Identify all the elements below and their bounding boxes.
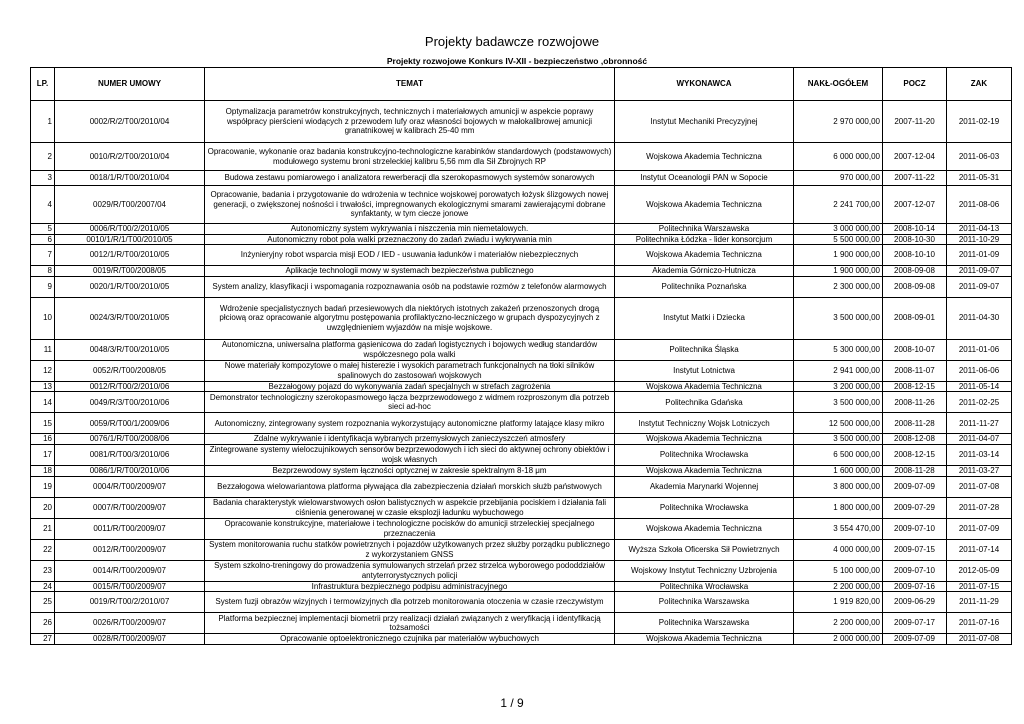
cell-pocz: 2008-11-07: [883, 360, 947, 381]
cell-pocz: 2007-12-04: [883, 143, 947, 171]
cell-zak: 2011-07-08: [947, 634, 1012, 645]
cell-lp: 2: [31, 143, 55, 171]
projects-table: [30, 67, 1012, 645]
cell-zak: 2011-07-16: [947, 613, 1012, 634]
cell-zak: 2011-07-28: [947, 497, 1012, 518]
cell-pocz: 2008-11-26: [883, 392, 947, 413]
cell-zak: 2011-08-06: [947, 186, 1012, 224]
cell-pocz: 2009-07-10: [883, 518, 947, 539]
cell-temat: Aplikacje technologii mowy w systemach bezpieczeństwa publicznego: [205, 266, 615, 277]
cell-numer-umowy: 0049/R/3/T00/2010/06: [55, 392, 205, 413]
cell-wykonawca: Instytut Matki i Dziecka: [615, 297, 794, 339]
cell-numer-umowy: 0059/R/T00/1/2009/06: [55, 413, 205, 434]
cell-numer-umowy: 0012/R/T00/2/2010/06: [55, 381, 205, 392]
cell-lp: 1: [31, 101, 55, 143]
cell-zak: 2011-07-09: [947, 518, 1012, 539]
table-row: [31, 581, 1012, 592]
cell-lp: 3: [31, 171, 55, 186]
cell-naklady: 3 200 000,00: [794, 381, 883, 392]
cell-wykonawca: Wojskowa Akademia Techniczna: [615, 634, 794, 645]
cell-naklady: 3 500 000,00: [794, 434, 883, 445]
cell-numer-umowy: 0011/R/T00/2009/07: [55, 518, 205, 539]
cell-temat: Platforma bezpiecznej implementacji biometrii przy realizacji działań związanych z weryfikacją i identyfikacją tożsamości: [205, 613, 615, 634]
cell-naklady: 12 500 000,00: [794, 413, 883, 434]
cell-numer-umowy: 0018/1/R/T00/2010/04: [55, 171, 205, 186]
table-row: [31, 143, 1012, 171]
cell-numer-umowy: 0019/R/T00/2008/05: [55, 266, 205, 277]
cell-temat: Badania charakterystyk wielowarstwowych osłon balistycznych w aspekcie przebijania pociskiem i działania fali ciśnienia generowanej w czasie eksplozji ładunku wybuchowego: [205, 497, 615, 518]
cell-naklady: 3 500 000,00: [794, 297, 883, 339]
cell-lp: 8: [31, 266, 55, 277]
cell-zak: 2011-11-27: [947, 413, 1012, 434]
table-row: [31, 518, 1012, 539]
cell-numer-umowy: 0052/R/T00/2008/05: [55, 360, 205, 381]
cell-numer-umowy: 0014/R/T00/2009/07: [55, 560, 205, 581]
cell-naklady: 3 800 000,00: [794, 476, 883, 497]
cell-pocz: 2007-11-20: [883, 101, 947, 143]
cell-temat: System fuzji obrazów wizyjnych i termowizyjnych dla potrzeb monitorowania otoczenia w czasie rzeczywistym: [205, 592, 615, 613]
cell-naklady: 2 300 000,00: [794, 276, 883, 297]
cell-wykonawca: Wojskowa Akademia Techniczna: [615, 245, 794, 266]
cell-wykonawca: Wyższa Szkoła Oficerska Sił Powietrznych: [615, 539, 794, 560]
cell-temat: System monitorowania ruchu statków powietrznych i pojazdów użytkowanych przez służby porządku publicznego z wykorzystaniem GNSS: [205, 539, 615, 560]
cell-naklady: 3 000 000,00: [794, 224, 883, 235]
cell-pocz: 2009-07-15: [883, 539, 947, 560]
cell-wykonawca: Politechnika Wrocławska: [615, 444, 794, 465]
table-row: [31, 234, 1012, 245]
header-wykonawca: WYKONAWCA: [615, 68, 794, 101]
table-row: [31, 465, 1012, 476]
cell-lp: 6: [31, 234, 55, 245]
cell-zak: 2011-03-27: [947, 465, 1012, 476]
table-row: [31, 613, 1012, 634]
cell-wykonawca: Wojskowy Instytut Techniczny Uzbrojenia: [615, 560, 794, 581]
cell-temat: Wdrożenie specjalistycznych badań przesiewowych dla niektórych istotnych zakażeń przenoszonych drogą płciową oraz opracowanie algorytmu postępowania profilaktyczno-leczniczego w grupach dyspozycyjnych z uwzględnieniem wyjazdów na misje wojskowe.: [205, 297, 615, 339]
page-title: Projekty badawcze rozwojowe: [424, 34, 600, 49]
cell-numer-umowy: 0002/R/2/T00/2010/04: [55, 101, 205, 143]
cell-wykonawca: Politechnika Warszawska: [615, 613, 794, 634]
cell-temat: Bezprzewodowy system łączności optycznej w zakresie spektralnym 8-18 μm: [205, 465, 615, 476]
cell-wykonawca: Politechnika Łódzka - lider konsorcjum: [615, 234, 794, 245]
table-row: [31, 497, 1012, 518]
cell-lp: 27: [31, 634, 55, 645]
cell-pocz: 2008-12-15: [883, 444, 947, 465]
cell-numer-umowy: 0024/3/R/T00/2010/05: [55, 297, 205, 339]
cell-temat: Autonomiczna, uniwersalna platforma gąsienicowa do zadań logistycznych i bojowych według standardów współczesnego pola walki: [205, 339, 615, 360]
cell-numer-umowy: 0010/1/R/1/T00/2010/05: [55, 234, 205, 245]
table-row: [31, 101, 1012, 143]
cell-wykonawca: Politechnika Wrocławska: [615, 581, 794, 592]
cell-temat: Nowe materiały kompozytowe o małej histerezie i wysokich parametrach funkcjonalnych na tłoki silników spalinowych do zastosowań wojskowych: [205, 360, 615, 381]
cell-temat: Bezzałogowa wielowariantowa platforma pływająca dla zabezpieczenia działań morskich służb państwowych: [205, 476, 615, 497]
cell-numer-umowy: 0010/R/2/T00/2010/04: [55, 143, 205, 171]
cell-temat: Zdalne wykrywanie i identyfikacja wybranych przemysłowych zanieczyszczeń atmosfery: [205, 434, 615, 445]
cell-zak: 2011-05-14: [947, 381, 1012, 392]
cell-numer-umowy: 0029/R/T00/2007/04: [55, 186, 205, 224]
cell-zak: 2011-02-25: [947, 392, 1012, 413]
cell-naklady: 4 000 000,00: [794, 539, 883, 560]
cell-pocz: 2009-07-09: [883, 476, 947, 497]
cell-wykonawca: Instytut Oceanologii PAN w Sopocie: [615, 171, 794, 186]
cell-pocz: 2008-12-15: [883, 381, 947, 392]
cell-zak: 2011-09-07: [947, 276, 1012, 297]
cell-pocz: 2008-12-08: [883, 434, 947, 445]
cell-zak: 2011-01-06: [947, 339, 1012, 360]
cell-numer-umowy: 0004/R/T00/2009/07: [55, 476, 205, 497]
cell-naklady: 2 970 000,00: [794, 101, 883, 143]
cell-zak: 2011-02-19: [947, 101, 1012, 143]
cell-wykonawca: Wojskowa Akademia Techniczna: [615, 186, 794, 224]
cell-temat: Opracowanie optoelektronicznego czujnika par materiałów wybuchowych: [205, 634, 615, 645]
table-row: [31, 413, 1012, 434]
cell-naklady: 1 800 000,00: [794, 497, 883, 518]
cell-temat: Optymalizacja parametrów konstrukcyjnych, technicznych i materiałowych amunicji w aspekcie poprawy współpracy pierścieni wiodących z przewodem lufy oraz własności bojowych w małokalibrowej amunicji granatnikowej w kalibrach 25-40 mm: [205, 101, 615, 143]
cell-zak: 2011-07-14: [947, 539, 1012, 560]
table-row: [31, 186, 1012, 224]
cell-pocz: 2009-07-10: [883, 560, 947, 581]
cell-naklady: 5 300 000,00: [794, 339, 883, 360]
table-row: [31, 381, 1012, 392]
cell-lp: 22: [31, 539, 55, 560]
cell-wykonawca: Wojskowa Akademia Techniczna: [615, 434, 794, 445]
table-row: [31, 434, 1012, 445]
cell-pocz: 2009-07-29: [883, 497, 947, 518]
cell-pocz: 2009-07-17: [883, 613, 947, 634]
cell-pocz: 2009-06-29: [883, 592, 947, 613]
cell-zak: 2011-04-07: [947, 434, 1012, 445]
cell-numer-umowy: 0076/1/R/T00/2008/06: [55, 434, 205, 445]
table-row: [31, 392, 1012, 413]
cell-naklady: 970 000,00: [794, 171, 883, 186]
cell-naklady: 3 554 470,00: [794, 518, 883, 539]
cell-temat: System szkolno-treningowy do prowadzenia symulowanych strzelań przez strzelca wyborowego pododdziałów antyterrorystycznych policji: [205, 560, 615, 581]
cell-lp: 21: [31, 518, 55, 539]
page-number: 1 / 9: [500, 696, 524, 710]
cell-wykonawca: Akademia Górniczo-Hutnicza: [615, 266, 794, 277]
cell-naklady: 2 200 000,00: [794, 613, 883, 634]
cell-temat: Inżynieryjny robot wsparcia misji EOD / IED - usuwania ładunków i materiałów niebezpiecznych: [205, 245, 615, 266]
cell-zak: 2011-09-07: [947, 266, 1012, 277]
cell-wykonawca: Wojskowa Akademia Techniczna: [615, 465, 794, 476]
cell-temat: Autonomiczny, zintegrowany system rozpoznania wykorzystujący autonomiczne platformy latające klasy mikro: [205, 413, 615, 434]
cell-temat: Opracowanie konstrukcyjne, materiałowe i technologiczne pocisków do amunicji strzeleckiej specjalnego przeznaczenia: [205, 518, 615, 539]
cell-zak: 2012-05-09: [947, 560, 1012, 581]
cell-wykonawca: Instytut Lotnictwa: [615, 360, 794, 381]
cell-numer-umowy: 0012/R/T00/2009/07: [55, 539, 205, 560]
cell-zak: 2011-06-03: [947, 143, 1012, 171]
table-row: [31, 266, 1012, 277]
cell-wykonawca: Politechnika Poznańska: [615, 276, 794, 297]
header-numer-umowy: NUMER UMOWY: [55, 68, 205, 101]
table-row: [31, 360, 1012, 381]
cell-zak: 2011-07-15: [947, 581, 1012, 592]
cell-wykonawca: Akademia Marynarki Wojennej: [615, 476, 794, 497]
cell-naklady: 1 900 000,00: [794, 245, 883, 266]
table-row: [31, 444, 1012, 465]
cell-lp: 15: [31, 413, 55, 434]
header-zak: ZAK: [947, 68, 1012, 101]
cell-lp: 11: [31, 339, 55, 360]
cell-lp: 24: [31, 581, 55, 592]
cell-lp: 5: [31, 224, 55, 235]
cell-zak: 2011-01-09: [947, 245, 1012, 266]
cell-lp: 17: [31, 444, 55, 465]
cell-zak: 2011-11-29: [947, 592, 1012, 613]
cell-numer-umowy: 0081/R/T00/3/2010/06: [55, 444, 205, 465]
cell-lp: 19: [31, 476, 55, 497]
cell-zak: 2011-07-08: [947, 476, 1012, 497]
table-row: [31, 171, 1012, 186]
cell-numer-umowy: 0086/1/R/T00/2010/06: [55, 465, 205, 476]
table-row: [31, 297, 1012, 339]
cell-wykonawca: Wojskowa Akademia Techniczna: [615, 518, 794, 539]
table-row: [31, 339, 1012, 360]
cell-naklady: 1 919 820,00: [794, 592, 883, 613]
cell-wykonawca: Politechnika Warszawska: [615, 224, 794, 235]
cell-wykonawca: Politechnika Wrocławska: [615, 497, 794, 518]
cell-numer-umowy: 0019/R/T00/2/2010/07: [55, 592, 205, 613]
table-row: [31, 224, 1012, 235]
cell-lp: 16: [31, 434, 55, 445]
cell-naklady: 6 500 000,00: [794, 444, 883, 465]
cell-naklady: 5 100 000,00: [794, 560, 883, 581]
header-naklady: NAKŁ-OGÓŁEM: [794, 68, 883, 101]
table-row: [31, 634, 1012, 645]
cell-lp: 25: [31, 592, 55, 613]
cell-lp: 13: [31, 381, 55, 392]
cell-pocz: 2008-10-14: [883, 224, 947, 235]
cell-lp: 26: [31, 613, 55, 634]
cell-numer-umowy: 0015/R/T00/2009/07: [55, 581, 205, 592]
cell-numer-umowy: 0020/1/R/T00/2010/05: [55, 276, 205, 297]
cell-naklady: 2 200 000,00: [794, 581, 883, 592]
cell-wykonawca: Instytut Mechaniki Precyzyjnej: [615, 101, 794, 143]
table-row: [31, 276, 1012, 297]
cell-naklady: 2 241 700,00: [794, 186, 883, 224]
cell-pocz: 2008-09-08: [883, 276, 947, 297]
cell-pocz: 2008-11-28: [883, 413, 947, 434]
cell-lp: 14: [31, 392, 55, 413]
cell-naklady: 6 000 000,00: [794, 143, 883, 171]
cell-pocz: 2007-11-22: [883, 171, 947, 186]
cell-zak: 2011-04-13: [947, 224, 1012, 235]
cell-pocz: 2008-09-01: [883, 297, 947, 339]
cell-wykonawca: Wojskowa Akademia Techniczna: [615, 381, 794, 392]
table-header-row: [31, 68, 1012, 101]
cell-temat: Bezzałogowy pojazd do wykonywania zadań specjalnych w strefach zagrożenia: [205, 381, 615, 392]
cell-lp: 12: [31, 360, 55, 381]
cell-naklady: 1 900 000,00: [794, 266, 883, 277]
cell-numer-umowy: 0048/3/R/T00/2010/05: [55, 339, 205, 360]
cell-wykonawca: Politechnika Śląska: [615, 339, 794, 360]
cell-pocz: 2009-07-16: [883, 581, 947, 592]
table-row: [31, 245, 1012, 266]
cell-temat: Opracowanie, badania i przygotowanie do wdrożenia w technice wojskowej porowatych łożysk ślizgowych nowej generacji, o zwiększonej nośności i trwałości, impregnowanych ekologicznymi smarami zawierającymi dobrane synfaktanty, w tym ciecze jonowe: [205, 186, 615, 224]
cell-naklady: 1 600 000,00: [794, 465, 883, 476]
cell-lp: 9: [31, 276, 55, 297]
cell-temat: System analizy, klasyfikacji i wspomagania rozpoznawania osób na podstawie rozmów z telefonów alarmowych: [205, 276, 615, 297]
cell-naklady: 3 500 000,00: [794, 392, 883, 413]
cell-zak: 2011-06-06: [947, 360, 1012, 381]
header-lp: LP.: [31, 68, 55, 101]
header-pocz: POCZ: [883, 68, 947, 101]
table-row: [31, 539, 1012, 560]
cell-wykonawca: Politechnika Warszawska: [615, 592, 794, 613]
cell-pocz: 2008-09-08: [883, 266, 947, 277]
header-temat: TEMAT: [205, 68, 615, 101]
cell-naklady: 5 500 000,00: [794, 234, 883, 245]
cell-lp: 7: [31, 245, 55, 266]
table-row: [31, 560, 1012, 581]
page-subtitle: Projekty rozwojowe Konkurs IV-XII - bezpieczeństwo ,obronność: [386, 56, 648, 66]
cell-temat: Demonstrator technologiczny szerokopasmowego łącza bezprzewodowego z widmem rozproszonym dla potrzeb sieci ad-hoc: [205, 392, 615, 413]
cell-pocz: 2008-11-28: [883, 465, 947, 476]
cell-numer-umowy: 0006/R/T00/2/2010/05: [55, 224, 205, 235]
cell-temat: Infrastruktura bezpiecznego podpisu administracyjnego: [205, 581, 615, 592]
cell-naklady: 2 941 000,00: [794, 360, 883, 381]
cell-pocz: 2008-10-30: [883, 234, 947, 245]
cell-numer-umowy: 0012/1/R/T00/2010/05: [55, 245, 205, 266]
cell-pocz: 2009-07-09: [883, 634, 947, 645]
cell-lp: 10: [31, 297, 55, 339]
cell-temat: Autonomiczny system wykrywania i niszczenia min niemetalowych.: [205, 224, 615, 235]
cell-pocz: 2008-10-07: [883, 339, 947, 360]
cell-wykonawca: Politechnika Gdańska: [615, 392, 794, 413]
cell-pocz: 2008-10-10: [883, 245, 947, 266]
cell-temat: Zintegrowane systemy wieloczujnikowych sensorów bezprzewodowych i ich sieci do aktywnej ochrony obiektów i wojsk własnych: [205, 444, 615, 465]
cell-numer-umowy: 0028/R/T00/2009/07: [55, 634, 205, 645]
cell-zak: 2011-05-31: [947, 171, 1012, 186]
cell-zak: 2011-03-14: [947, 444, 1012, 465]
cell-naklady: 2 000 000,00: [794, 634, 883, 645]
cell-lp: 23: [31, 560, 55, 581]
cell-lp: 18: [31, 465, 55, 476]
cell-lp: 4: [31, 186, 55, 224]
cell-zak: 2011-04-30: [947, 297, 1012, 339]
cell-temat: Budowa zestawu pomiarowego i analizatora rewerberacji dla szerokopasmowych systemów sonarowych: [205, 171, 615, 186]
cell-numer-umowy: 0007/R/T00/2009/07: [55, 497, 205, 518]
cell-lp: 20: [31, 497, 55, 518]
cell-temat: Opracowanie, wykonanie oraz badania konstrukcyjno-technologiczne karabinków standardowych (podstawowych) modułowego systemu broni strzeleckiej kalibru 5,56 mm dla Sił Zbrojnych RP: [205, 143, 615, 171]
cell-wykonawca: Instytut Techniczny Wojsk Lotniczych: [615, 413, 794, 434]
table-row: [31, 592, 1012, 613]
cell-wykonawca: Wojskowa Akademia Techniczna: [615, 143, 794, 171]
table-row: [31, 476, 1012, 497]
cell-zak: 2011-10-29: [947, 234, 1012, 245]
cell-numer-umowy: 0026/R/T00/2009/07: [55, 613, 205, 634]
cell-pocz: 2007-12-07: [883, 186, 947, 224]
cell-temat: Autonomiczny robot pola walki przeznaczony do zadań zwiadu i wykrywania min: [205, 234, 615, 245]
